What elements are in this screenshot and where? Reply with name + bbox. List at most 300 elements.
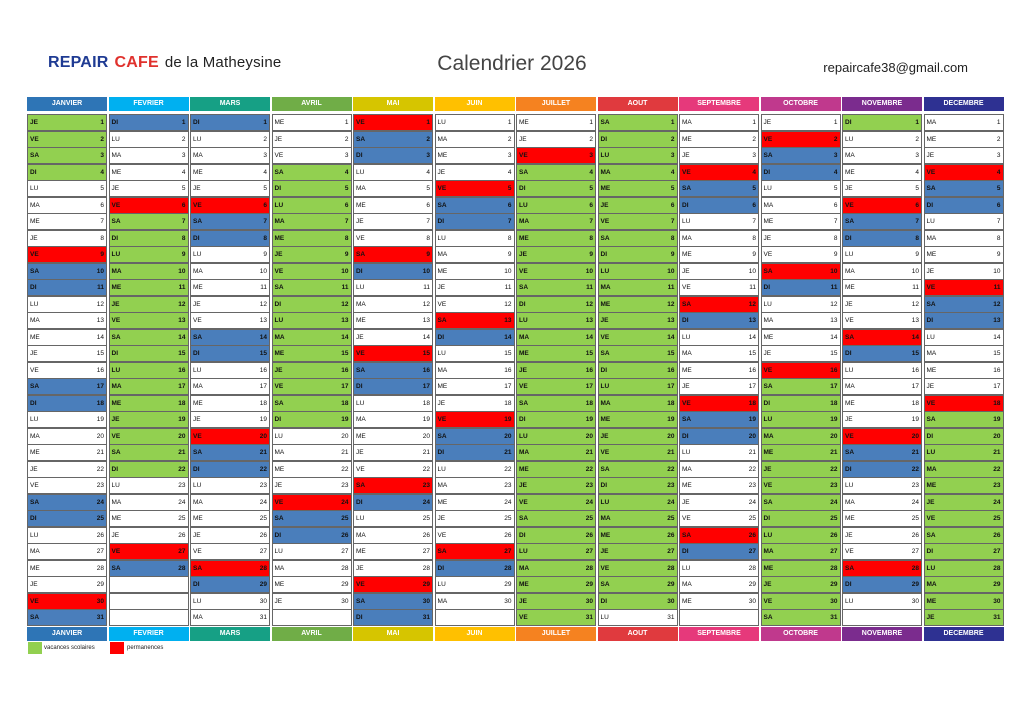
day-cell <box>516 428 596 445</box>
day-abbrev: JE <box>111 185 120 192</box>
day-cell <box>109 527 189 544</box>
day-abbrev: DI <box>600 135 607 143</box>
month-footer-janvier: JANVIER <box>27 627 107 641</box>
day-abbrev: ME <box>274 234 285 242</box>
day-number: 15 <box>178 350 186 357</box>
day-abbrev: SA <box>356 135 366 143</box>
day-abbrev: ME <box>763 218 774 225</box>
day-abbrev: SA <box>111 449 121 456</box>
day-abbrev: MA <box>600 284 611 291</box>
day-number: 17 <box>178 383 186 390</box>
day-number: 6 <box>344 201 349 209</box>
day-abbrev: ME <box>30 218 40 225</box>
day-abbrev: VE <box>600 218 610 225</box>
day-abbrev: MA <box>111 383 122 390</box>
day-cell <box>679 395 759 412</box>
day-number: 3 <box>996 152 1001 159</box>
day-number: 21 <box>422 449 430 456</box>
day-cell <box>435 378 515 395</box>
day-number: 19 <box>341 416 349 423</box>
day-cell <box>27 246 107 263</box>
day-number: 13 <box>259 317 267 324</box>
day-number: 19 <box>667 416 675 423</box>
day-number: 19 <box>178 416 186 423</box>
day-cell <box>27 609 107 626</box>
day-number: 24 <box>422 498 430 506</box>
day-cell <box>679 345 759 362</box>
day-number: 19 <box>585 416 593 423</box>
day-abbrev: DI <box>845 465 852 473</box>
day-abbrev: VE <box>519 152 528 159</box>
day-abbrev: VE <box>845 201 854 209</box>
day-number: 24 <box>341 498 349 506</box>
day-number: 3 <box>344 152 349 159</box>
day-cell <box>435 593 515 610</box>
day-number: 4 <box>263 168 267 176</box>
day-number: 12 <box>748 300 756 308</box>
day-number: 30 <box>993 597 1001 605</box>
day-cell <box>516 345 596 362</box>
day-number: 8 <box>426 234 430 242</box>
day-cell <box>761 576 841 593</box>
day-abbrev: JE <box>519 251 527 258</box>
day-abbrev: JE <box>763 350 772 357</box>
day-cell <box>679 362 759 379</box>
day-abbrev: LU <box>356 168 365 176</box>
day-cell <box>924 230 1004 247</box>
day-number: 18 <box>667 399 675 407</box>
day-abbrev: MA <box>682 350 692 357</box>
day-number: 9 <box>996 251 1001 258</box>
day-abbrev: DI <box>30 515 37 522</box>
day-cell <box>190 576 270 593</box>
day-abbrev: JE <box>519 597 527 605</box>
day-cell <box>761 131 841 148</box>
day-cell <box>27 362 107 379</box>
day-abbrev: JE <box>274 482 283 489</box>
day-abbrev: JE <box>30 234 38 242</box>
day-number: 27 <box>667 548 675 555</box>
day-abbrev: LU <box>356 515 365 522</box>
day-abbrev: SA <box>682 416 692 423</box>
day-abbrev: MA <box>845 152 855 159</box>
day-cell <box>598 560 678 577</box>
day-number: 5 <box>344 185 349 192</box>
contact-email[interactable]: repaircafe38@gmail.com <box>823 60 968 75</box>
day-abbrev: LU <box>682 333 691 341</box>
day-number: 19 <box>830 416 838 423</box>
day-cell <box>598 362 678 379</box>
day-cell <box>353 114 433 131</box>
day-abbrev: ME <box>111 168 122 176</box>
day-cell <box>761 609 841 626</box>
day-cell <box>435 164 515 181</box>
day-cell <box>272 345 352 362</box>
day-abbrev: VE <box>193 432 202 440</box>
day-abbrev: ME <box>30 449 40 456</box>
day-number: 24 <box>504 498 512 506</box>
day-abbrev: VE <box>30 135 39 143</box>
day-abbrev: JE <box>193 185 201 192</box>
day-cell <box>27 411 107 428</box>
day-cell <box>190 230 270 247</box>
day-cell <box>109 312 189 329</box>
day-number: 9 <box>100 251 104 258</box>
day-number: 29 <box>504 581 512 588</box>
day-abbrev: SA <box>111 564 121 572</box>
day-cell <box>190 477 270 494</box>
day-number: 24 <box>96 498 104 506</box>
day-cell <box>27 345 107 362</box>
day-abbrev: LU <box>682 449 691 456</box>
day-number: 15 <box>259 350 267 357</box>
day-cell <box>516 279 596 296</box>
day-cell <box>842 411 922 428</box>
day-cell <box>842 494 922 511</box>
day-abbrev: SA <box>111 333 121 341</box>
day-number: 15 <box>422 350 430 357</box>
day-abbrev: SA <box>600 234 610 242</box>
day-number: 27 <box>341 548 349 555</box>
day-number: 28 <box>341 564 349 572</box>
day-abbrev: ME <box>926 135 937 143</box>
day-abbrev: MA <box>193 498 203 506</box>
day-cell <box>190 494 270 511</box>
day-abbrev: VE <box>111 201 121 209</box>
legend-vacances-label: vacances scolaires <box>44 645 95 651</box>
logo-cafe: CAFE <box>114 54 159 71</box>
day-cell <box>679 147 759 164</box>
day-number: 2 <box>752 135 756 143</box>
day-cell <box>842 279 922 296</box>
day-abbrev: MA <box>519 333 530 341</box>
day-cell <box>842 510 922 527</box>
day-abbrev: JE <box>763 119 772 126</box>
day-cell <box>598 395 678 412</box>
day-cell <box>761 279 841 296</box>
day-cell <box>679 329 759 346</box>
day-cell <box>272 543 352 560</box>
day-cell <box>842 131 922 148</box>
day-abbrev: JE <box>356 564 364 572</box>
day-abbrev: DI <box>30 399 37 407</box>
day-cell <box>190 329 270 346</box>
day-abbrev: MA <box>437 597 448 605</box>
day-abbrev: ME <box>274 350 285 357</box>
day-abbrev: SA <box>763 498 773 506</box>
day-number: 29 <box>993 581 1001 588</box>
day-number: 18 <box>96 399 104 407</box>
day-number: 30 <box>341 597 349 605</box>
day-number: 29 <box>259 581 267 588</box>
day-number: 1 <box>996 119 1001 126</box>
day-abbrev: VE <box>845 548 854 555</box>
day-abbrev: SA <box>274 168 284 176</box>
day-number: 2 <box>100 135 104 143</box>
day-cell <box>27 312 107 329</box>
day-cell <box>761 362 841 379</box>
day-cell <box>435 114 515 131</box>
day-abbrev: SA <box>926 416 936 423</box>
day-cell <box>679 296 759 313</box>
day-number: 27 <box>178 548 186 555</box>
day-abbrev: DI <box>111 465 118 473</box>
day-number: 27 <box>748 548 756 555</box>
day-abbrev: DI <box>600 597 607 605</box>
day-abbrev: LU <box>926 333 935 341</box>
day-abbrev: DI <box>193 581 200 588</box>
day-number: 18 <box>259 399 267 407</box>
day-abbrev: MA <box>519 218 530 225</box>
day-abbrev: DI <box>111 350 118 357</box>
day-abbrev: DI <box>682 317 689 324</box>
day-cell <box>842 593 922 610</box>
day-abbrev: VE <box>519 614 528 621</box>
day-number: 13 <box>585 317 593 324</box>
day-abbrev: SA <box>682 531 692 539</box>
day-cell <box>272 477 352 494</box>
day-cell <box>842 296 922 313</box>
day-number: 13 <box>830 317 838 324</box>
day-cell <box>435 477 515 494</box>
day-number: 1 <box>752 119 756 126</box>
day-abbrev: VE <box>763 135 773 143</box>
day-cell <box>842 246 922 263</box>
day-abbrev: SA <box>274 399 284 407</box>
day-abbrev: ME <box>356 317 366 324</box>
day-abbrev: MA <box>356 416 366 423</box>
day-cell <box>679 312 759 329</box>
day-number: 21 <box>504 449 512 456</box>
day-abbrev: VE <box>30 597 39 605</box>
day-cell <box>598 543 678 560</box>
day-abbrev: ME <box>682 251 692 258</box>
day-number: 1 <box>426 119 430 126</box>
day-cell <box>353 164 433 181</box>
day-abbrev: SA <box>600 581 610 588</box>
day-abbrev: ME <box>519 119 529 126</box>
day-abbrev: MA <box>926 581 937 588</box>
day-cell <box>27 164 107 181</box>
day-cell <box>190 510 270 527</box>
day-abbrev: JE <box>845 416 853 423</box>
day-cell <box>190 263 270 280</box>
day-abbrev: LU <box>111 366 121 374</box>
day-cell <box>761 444 841 461</box>
day-cell <box>27 147 107 164</box>
day-cell <box>516 312 596 329</box>
day-number: 24 <box>259 498 267 506</box>
day-cell <box>109 395 189 412</box>
day-abbrev: ME <box>926 482 937 489</box>
day-abbrev: MA <box>519 564 530 572</box>
day-abbrev: DI <box>763 515 770 522</box>
day-abbrev: ME <box>763 333 774 341</box>
day-abbrev: ME <box>30 564 40 572</box>
day-number: 6 <box>752 201 756 209</box>
day-abbrev: VE <box>926 284 936 291</box>
day-number: 23 <box>667 482 675 489</box>
day-number: 2 <box>915 135 919 143</box>
day-number: 27 <box>911 548 919 555</box>
day-number: 6 <box>670 201 675 209</box>
day-abbrev: ME <box>600 531 611 539</box>
day-abbrev: MA <box>274 449 285 456</box>
day-cell <box>598 411 678 428</box>
day-number: 21 <box>585 449 593 456</box>
day-number: 2 <box>426 135 430 143</box>
day-number: 1 <box>344 119 349 126</box>
day-abbrev: JE <box>111 531 120 539</box>
day-cell <box>516 114 596 131</box>
day-cell <box>27 263 107 280</box>
day-abbrev: LU <box>600 383 610 390</box>
day-cell <box>272 312 352 329</box>
month-footer-mars: MARS <box>190 627 270 641</box>
day-cell <box>761 164 841 181</box>
day-number: 20 <box>993 432 1001 440</box>
day-cell <box>109 345 189 362</box>
day-cell <box>679 279 759 296</box>
day-abbrev: VE <box>274 267 284 275</box>
day-number: 5 <box>752 185 756 192</box>
day-number: 10 <box>178 267 186 275</box>
day-abbrev: JE <box>763 465 772 473</box>
day-abbrev: MA <box>30 548 40 555</box>
day-cell <box>598 593 678 610</box>
day-abbrev: ME <box>193 284 203 291</box>
day-abbrev: JE <box>30 581 38 588</box>
day-cell <box>761 263 841 280</box>
day-cell <box>516 197 596 214</box>
day-abbrev: SA <box>600 465 610 473</box>
day-cell <box>353 230 433 247</box>
day-cell <box>435 246 515 263</box>
day-cell <box>353 246 433 263</box>
day-abbrev: SA <box>274 284 284 291</box>
day-abbrev: DI <box>682 432 689 440</box>
day-number: 4 <box>426 168 430 176</box>
day-number: 17 <box>504 383 512 390</box>
day-number: 18 <box>178 399 186 407</box>
day-cell <box>353 378 433 395</box>
day-abbrev: ME <box>193 168 203 176</box>
day-cell <box>679 164 759 181</box>
day-abbrev: ME <box>763 449 774 456</box>
day-cell <box>353 213 433 230</box>
day-abbrev: VE <box>437 300 447 308</box>
day-abbrev: SA <box>30 614 40 621</box>
day-cell <box>27 114 107 131</box>
day-abbrev: JE <box>193 300 201 308</box>
day-number: 9 <box>915 251 919 258</box>
day-cell <box>272 329 352 346</box>
day-abbrev: DI <box>845 581 852 588</box>
day-abbrev: VE <box>437 531 447 539</box>
day-number: 2 <box>181 135 186 143</box>
day-abbrev: JE <box>111 416 120 423</box>
day-number: 11 <box>341 284 349 291</box>
day-abbrev: LU <box>274 317 284 324</box>
day-cell <box>353 593 433 610</box>
day-abbrev: DI <box>926 548 933 555</box>
day-cell <box>598 197 678 214</box>
day-number: 16 <box>259 366 267 374</box>
day-number: 22 <box>504 465 512 473</box>
day-number: 16 <box>504 366 512 374</box>
day-abbrev: JE <box>600 432 609 440</box>
empty-cell <box>272 609 352 626</box>
day-number: 23 <box>748 482 756 489</box>
day-abbrev: VE <box>193 317 202 324</box>
day-number: 15 <box>96 350 104 357</box>
day-abbrev: JE <box>274 366 283 374</box>
day-number: 4 <box>752 168 756 176</box>
day-abbrev: VE <box>763 597 773 605</box>
day-number: 2 <box>670 135 675 143</box>
day-abbrev: VE <box>437 416 447 423</box>
empty-cell <box>842 609 922 626</box>
day-abbrev: VE <box>519 383 528 390</box>
empty-cell <box>109 593 189 610</box>
day-cell <box>190 147 270 164</box>
day-abbrev: SA <box>600 350 610 357</box>
day-cell <box>435 461 515 478</box>
day-cell <box>272 279 352 296</box>
day-cell <box>598 494 678 511</box>
day-abbrev: LU <box>193 597 202 605</box>
day-abbrev: DI <box>519 416 526 423</box>
day-cell <box>924 114 1004 131</box>
day-cell <box>435 543 515 560</box>
day-number: 31 <box>259 614 267 621</box>
day-cell <box>924 263 1004 280</box>
day-cell <box>27 213 107 230</box>
day-number: 4 <box>589 168 593 176</box>
day-abbrev: ME <box>111 284 122 291</box>
month-header-decembre: DECEMBRE <box>924 97 1004 111</box>
day-cell <box>842 576 922 593</box>
day-abbrev: DI <box>274 416 281 423</box>
day-abbrev: VE <box>926 168 936 176</box>
day-cell <box>679 494 759 511</box>
day-number: 4 <box>996 168 1001 176</box>
day-number: 24 <box>748 498 756 506</box>
day-abbrev: JE <box>926 267 935 275</box>
day-number: 31 <box>96 614 104 621</box>
day-number: 1 <box>181 119 186 126</box>
day-cell <box>272 213 352 230</box>
day-abbrev: JE <box>600 317 609 324</box>
day-abbrev: MA <box>763 548 774 555</box>
day-number: 30 <box>667 597 675 605</box>
day-cell <box>842 230 922 247</box>
day-number: 26 <box>911 531 919 539</box>
day-abbrev: DI <box>926 317 933 324</box>
day-abbrev: JE <box>682 267 690 275</box>
day-cell <box>516 444 596 461</box>
day-abbrev: VE <box>193 548 202 555</box>
day-cell <box>924 395 1004 412</box>
day-abbrev: SA <box>193 218 203 225</box>
day-abbrev: JE <box>193 531 201 539</box>
day-number: 12 <box>422 300 430 308</box>
day-cell <box>190 164 270 181</box>
day-cell <box>190 411 270 428</box>
day-abbrev: ME <box>274 119 285 126</box>
day-number: 16 <box>993 366 1001 374</box>
day-number: 7 <box>426 218 430 225</box>
